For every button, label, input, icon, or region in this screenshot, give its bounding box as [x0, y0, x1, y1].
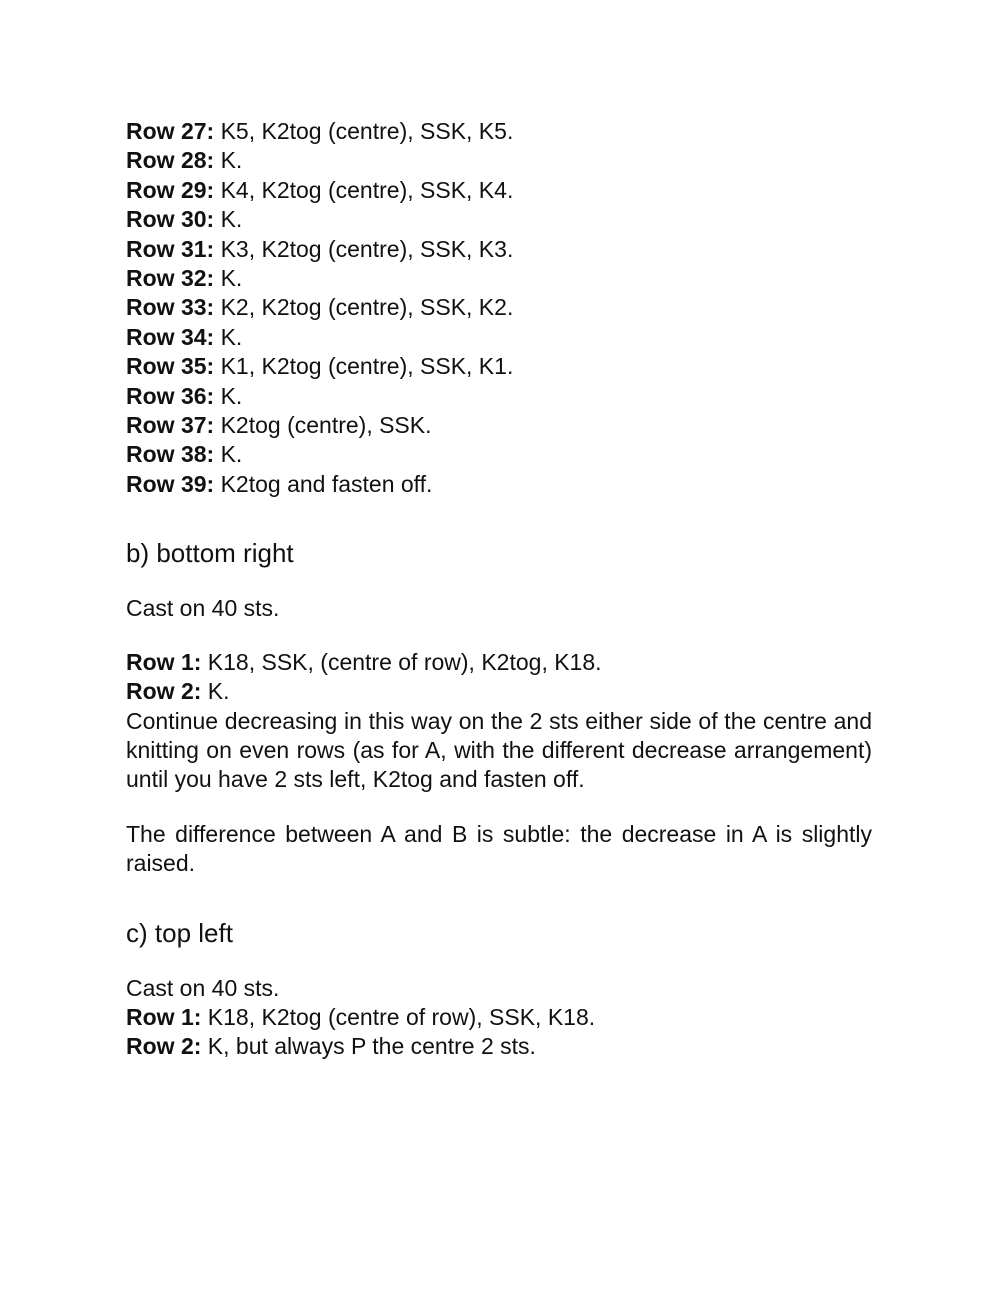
- row-instruction: [126, 677, 872, 706]
- row-instruction: [126, 293, 872, 322]
- row-label: Row 34:: [126, 323, 215, 350]
- row-text: K4, K2tog (centre), SSK, K4.: [214, 176, 514, 203]
- row-text: K.: [214, 147, 243, 174]
- section-b-cast-on: Cast on 40 sts.: [126, 595, 280, 622]
- row-label: Row 29:: [126, 176, 215, 203]
- row-instruction: [126, 176, 872, 205]
- section-b-heading: b) bottom right: [126, 538, 294, 569]
- row-label: Row 39:: [126, 470, 215, 497]
- row-text: K2tog (centre), SSK.: [214, 412, 432, 439]
- row-text: K.: [214, 206, 243, 233]
- row-label: Row 1:: [126, 1003, 202, 1030]
- row-instruction: [126, 470, 872, 499]
- row-instruction: [126, 264, 872, 293]
- section-a-rows: [126, 117, 872, 499]
- row-instruction: [126, 648, 872, 677]
- row-label: Row 36:: [126, 382, 215, 409]
- row-text: K2tog and fasten off.: [214, 470, 433, 497]
- row-instruction: [126, 323, 872, 352]
- row-instruction: [126, 440, 872, 469]
- section-c-heading: c) top left: [126, 917, 233, 948]
- row-label: Row 37:: [126, 412, 215, 439]
- row-instruction: [126, 352, 872, 381]
- pattern-page: [126, 117, 872, 1062]
- section-c-cast-on: Cast on 40 sts.: [126, 974, 280, 1001]
- row-text: K5, K2tog (centre), SSK, K5.: [214, 118, 514, 144]
- row-instruction: [126, 235, 872, 264]
- section-b-continue-paragraph: Continue decreasing in this way on the 2 sts either side of the centre and knitting on even rows (as for A, with the different decrease arrangement) until you have 2 sts left, K2tog and fasten off.: [126, 707, 872, 793]
- row-instruction: [126, 205, 872, 234]
- row-label: Row 28:: [126, 147, 215, 174]
- row-text: K.: [214, 382, 243, 409]
- row-label: Row 1:: [126, 648, 202, 675]
- row-label: Row 2:: [126, 678, 202, 705]
- row-text: K18, K2tog (centre of row), SSK, K18.: [201, 1003, 596, 1030]
- row-text: K18, SSK, (centre of row), K2tog, K18.: [201, 648, 602, 675]
- row-label: Row 31:: [126, 235, 215, 262]
- row-label: Row 33:: [126, 294, 215, 321]
- section-b-note-paragraph: The difference between A and B is subtle: the decrease in A is slightly raised.: [126, 820, 872, 877]
- row-label: Row 38:: [126, 441, 215, 468]
- row-text: K2, K2tog (centre), SSK, K2.: [214, 294, 514, 321]
- row-text: K.: [214, 441, 243, 468]
- row-instruction: [126, 382, 872, 411]
- row-text: K1, K2tog (centre), SSK, K1.: [214, 353, 514, 380]
- row-text: K.: [214, 265, 243, 292]
- row-instruction: [126, 1032, 872, 1061]
- row-instruction: [126, 117, 872, 146]
- row-text: K.: [214, 323, 243, 350]
- row-instruction: [126, 1003, 872, 1032]
- row-label: Row 35:: [126, 353, 215, 380]
- row-label: Row 32:: [126, 265, 215, 292]
- row-label: Row 30:: [126, 206, 215, 233]
- row-label: Row 2:: [126, 1033, 202, 1060]
- row-label: Row 27:: [126, 118, 215, 144]
- row-text: K.: [201, 678, 230, 705]
- row-instruction: [126, 146, 872, 175]
- row-instruction: [126, 411, 872, 440]
- row-text: K3, K2tog (centre), SSK, K3.: [214, 235, 514, 262]
- row-text: K, but always P the centre 2 sts.: [201, 1033, 536, 1060]
